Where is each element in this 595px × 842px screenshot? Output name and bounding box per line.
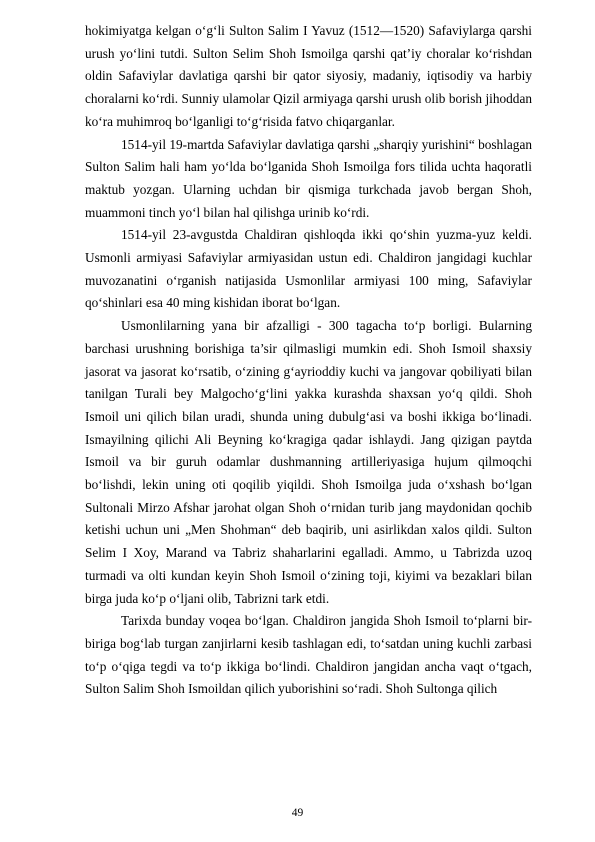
document-body <box>85 20 532 701</box>
page-number: 49 <box>291 807 304 819</box>
paragraph-ottoman-advantage: Usmonlilarning yana bir afzalligi - 300 tagacha to‘p borligi. Bularning barchasi urushning borishiga ta’sir qilmasligi mumkin edi. Shoh Ismoil shaxsiy jasorat va jasorat ko‘rsatib, o‘zining g‘ayrioddiy kuchi va jangovar qobiliyati bilan tanilgan Turali bey Malgocho‘g‘lini yakka kurashda shaxsan yo‘q qildi. Shoh Ismoil uni qilich bilan uradi, shunda uning dubulg‘asi va boshi ikkiga bo‘linadi. Ismayilning qilichi Ali Beyning ko‘kragiga qadar ishlaydi. Jang qizigan paytda Ismoil va bir guruh odamlar dushmanning artilleriyasiga hujum qilmoqchi bo‘lishdi, lekin uning oti qoqilib yiqildi. Shoh Ismoilga juda o‘xshash bo‘lgan Sultonali Mirzo Afshar jarohat olgan Shoh o‘rnidan turib jang maydonidan qochib ketishi uchun uni „Men Shohman“ deb baqirib, uni asirlikdan xalos qildi. Sulton Selim I Xoy, Marand va Tabriz shaharlarini egalladi. Ammo, u Tabrizda uzoq turmadi va olti kundan keyin Shoh Ismoil o‘zining toji, kiyimi va bezaklari bilan birga juda ko‘p o‘ljani olib, Tabrizni tark etdi. <box>85 318 532 606</box>
paragraph-continuation: hokimiyatga kelgan o‘g‘li Sulton Salim I Yavuz (1512—1520) Safaviylarga qarshi urush yo‘lini tutdi. Sulton Selim Shoh Ismoilga qarshi qat’iy choralar ko‘rishdan oldin Safaviylar davlatiga qarshi bir qator siyosiy, madaniy, iqtisodiy va harbiy choralarni ko‘rdi. Sunniy ulamolar Qizil armiyaga qarshi urush olib borish jihoddan ko‘ra muhimroq bo‘lganligi to‘g‘risida fatvo chiqarganlar. <box>85 23 532 129</box>
paragraph-history-event: Tarixda bunday voqea bo‘lgan. Chaldiron jangida Shoh Ismoil to‘plarni bir-biriga bog‘lab turgan zanjirlarni kesib tashlagan edi, to‘satdan uning kuchli zarbasi to‘p o‘qiga tegdi va to‘p ikkiga bo‘lindi. Chaldiron jangidan ancha vaqt o‘tgach, Sulton Salim Shoh Ismoildan qilich yuborishini so‘radi. Shoh Sultonga qilich <box>85 613 532 697</box>
paragraph-august-1514: 1514-yil 23-avgustda Chaldiran qishloqda ikki qo‘shin yuzma-yuz keldi. Usmonli armiyasi Safaviylar armiyasidan ustun edi. Chaldiron jangidagi kuchlar muvozanatini o‘rganish natijasida Usmonlilar armiyasi 100 ming, Safaviylar qo‘shinlari esa 40 ming kishidan iborat bo‘lgan. <box>85 227 532 311</box>
paragraph-march-1514: 1514-yil 19-martda Safaviylar davlatiga qarshi „sharqiy yurishini“ boshlagan Sulton Salim hali ham yo‘lda bo‘lganida Shoh Ismoilga fors tilida uchta haqoratli maktub yozgan. Ularning uchdan bir qismiga turkchada javob bergan Shoh, muammoni tinch yo‘l bilan hal qilishga urinib ko‘rdi. <box>85 136 532 220</box>
